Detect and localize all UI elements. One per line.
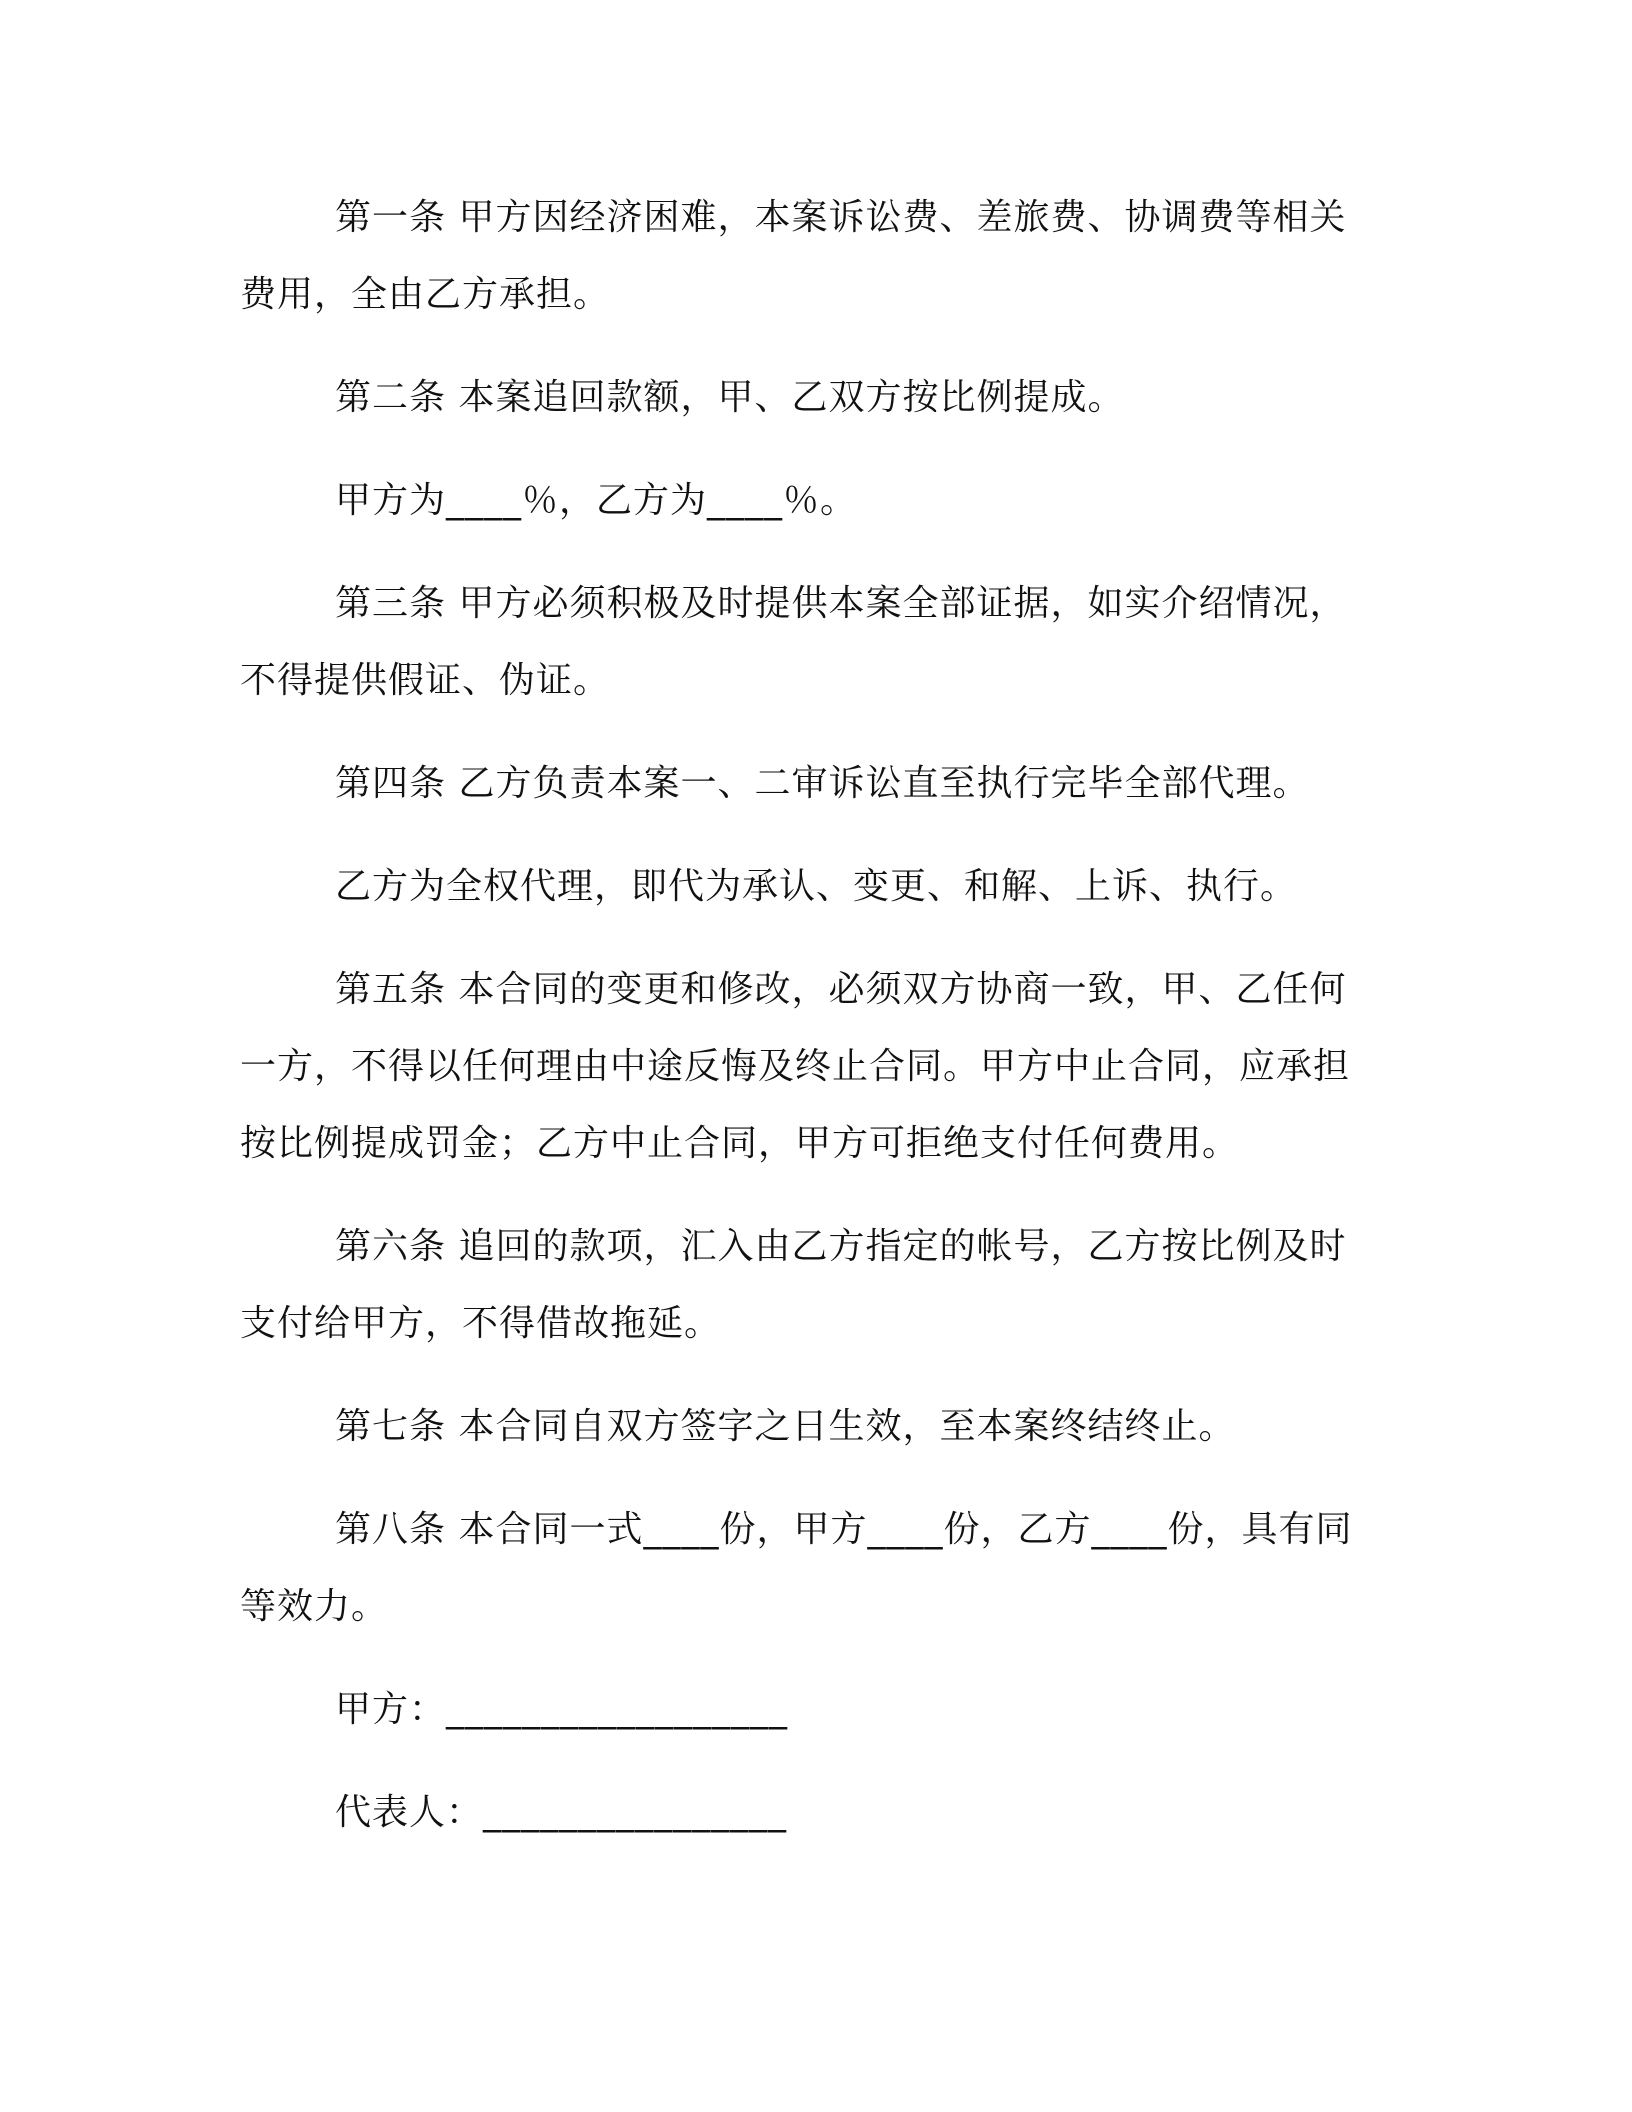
- article-5-line-2: 一方，不得以任何理由中途反悔及终止合同。甲方中止合同，应承担: [240, 1046, 1351, 1087]
- article-6-line-1: 第六条 追回的款项，汇入由乙方指定的帐号，乙方按比例及时: [335, 1226, 1347, 1267]
- agency-scope: [240, 848, 1390, 925]
- article-5-line-1: 第五条 本合同的变更和修改，必须双方协商一致，甲、乙任何: [335, 969, 1347, 1010]
- article-8-line-1: 第八条 本合同一式____份，甲方____份，乙方____份，具有同: [335, 1509, 1353, 1550]
- party-a-signature: [240, 1671, 1390, 1748]
- article-2: [240, 359, 1390, 436]
- article-2-line-1: 第二条 本案追回款额，甲、乙双方按比例提成。: [335, 377, 1125, 418]
- article-8-line-2: 等效力。: [240, 1586, 389, 1627]
- article-3-line-1: 第三条 甲方必须积极及时提供本案全部证据，如实介绍情况，: [335, 583, 1347, 624]
- article-5-line-3: 按比例提成罚金；乙方中止合同，甲方可拒绝支付任何费用。: [240, 1123, 1240, 1164]
- article-1: [240, 179, 1390, 333]
- ratio-line: [240, 462, 1390, 539]
- article-7: [240, 1388, 1390, 1465]
- article-4: [240, 745, 1390, 822]
- article-5: [240, 951, 1390, 1182]
- article-3: [240, 565, 1390, 719]
- article-8: [240, 1491, 1390, 1645]
- article-4-line-1: 第四条 乙方负责本案一、二审诉讼直至执行完毕全部代理。: [335, 763, 1310, 804]
- representative-signature-line: 代表人：________________: [335, 1792, 788, 1833]
- party-a-signature-line: 甲方：__________________: [335, 1689, 789, 1730]
- agency-scope-text: 乙方为全权代理，即代为承认、变更、和解、上诉、执行。: [335, 866, 1298, 907]
- article-7-line-1: 第七条 本合同自双方签字之日生效，至本案终结终止。: [335, 1406, 1236, 1447]
- article-1-line-2: 费用，全由乙方承担。: [240, 274, 611, 315]
- ratio-line-text: 甲方为____％，乙方为____％。: [335, 480, 858, 521]
- article-6: [240, 1208, 1390, 1362]
- article-3-line-2: 不得提供假证、伪证。: [240, 660, 611, 701]
- article-6-line-2: 支付给甲方，不得借故拖延。: [240, 1303, 722, 1344]
- article-1-line-1: 第一条 甲方因经济困难，本案诉讼费、差旅费、协调费等相关: [335, 197, 1347, 238]
- representative-signature: [240, 1774, 1390, 1851]
